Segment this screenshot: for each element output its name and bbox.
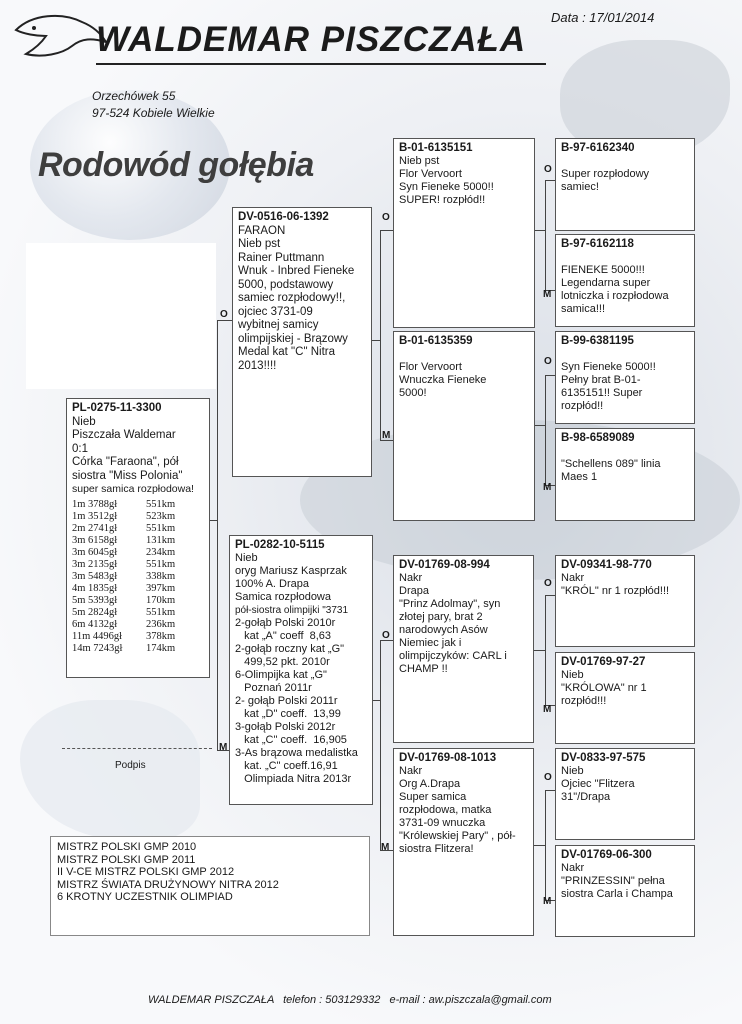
mother-line: Nieb (235, 552, 258, 564)
connector-line (380, 230, 393, 231)
father-father-line: Flor Vervoort (399, 168, 462, 180)
brand-name: WALDEMAR PISZCZAŁA (96, 20, 527, 59)
father-line: 5000, podstawowy (238, 278, 334, 291)
connector-line (534, 845, 545, 846)
address-line-2: 97-524 Kobiele Wielkie (92, 106, 215, 120)
connector-line (380, 640, 381, 850)
mother-line: Poznań 2011r (235, 682, 312, 694)
race-result-row: 3m 2135gł 551km (72, 558, 176, 570)
father-line: olimpijskiej - Brązowy (238, 332, 348, 345)
connector-line (210, 520, 217, 521)
father-ring: DV-0516-06-1392 (238, 211, 329, 223)
sire-mark: O (382, 212, 390, 223)
mmm-line: Nakr (561, 862, 585, 874)
mother-father-line: narodowych Asów (399, 624, 488, 636)
race-result-row: 1m 3512gł 523km (72, 510, 176, 522)
race-results (72, 499, 204, 655)
mother-line: kat „C" coeff. 16,905 (235, 734, 347, 746)
mmf-line: 31"/Drapa (561, 791, 611, 803)
achievement-item: 6 KROTNY UCZESTNIK OLIMPIAD (57, 891, 233, 903)
father-line: Wnuk - Inbred Fieneke (238, 265, 355, 277)
fmf-line: rozpłód!! (561, 400, 604, 412)
subject-line: Nieb (72, 415, 96, 428)
fff-card (555, 138, 695, 231)
fmf-line: Syn Fieneke 5000!! (561, 361, 656, 373)
ffm-line: lotniczka i rozpłodowa (561, 290, 669, 302)
mfm-line: "KRÓLOWA" nr 1 (561, 682, 647, 694)
father-line: Nieb pst (238, 238, 281, 250)
mother-line: kat „A" coeff 8,63 (235, 630, 332, 642)
mff-card (555, 555, 695, 647)
subject-line: Córka "Faraona", pół (72, 456, 179, 468)
fff-ring: B-97-6162340 (561, 142, 635, 154)
mother-father-line: "Prinz Adolmay", syn (399, 598, 501, 610)
connector-line (545, 790, 555, 791)
mother-line: oryg Mariusz Kasprzak (235, 565, 347, 577)
father-father-ring: B-01-6135151 (399, 142, 473, 154)
page-title: Rodowód gołębia (38, 146, 314, 184)
ffm-line (561, 251, 689, 264)
sire-mark: O (544, 578, 552, 589)
subject-line: super samica rozpłodowa! (72, 483, 194, 495)
mfm-ring: DV-01769-97-27 (561, 656, 646, 668)
mother-mother-line: rozpłodowa, matka (399, 804, 492, 816)
connector-line (217, 320, 218, 750)
father-father-line: SUPER! rozpłód!! (399, 194, 486, 206)
mother-mother-ring: DV-01769-08-1013 (399, 752, 497, 764)
fmf-ring: B-99-6381195 (561, 335, 634, 347)
fmf-line (561, 348, 689, 361)
father-line: Medal kat "C" Nitra (238, 346, 335, 358)
mfm-line: Nieb (561, 669, 584, 681)
father-mother-card (393, 331, 535, 521)
race-result-row: 5m 5393gł 170km (72, 594, 176, 606)
achievement-item: MISTRZ ŚWIATA DRUŻYNOWY NITRA 2012 (57, 878, 279, 891)
mother-father-ring: DV-01769-08-994 (399, 559, 490, 571)
connector-line (545, 595, 546, 705)
connector-line (535, 230, 545, 231)
mother-mother-line: Org A.Drapa (399, 778, 461, 790)
connector-line (545, 375, 555, 376)
fmf-card (555, 331, 695, 424)
dam-mark: M (543, 704, 552, 715)
mother-mother-line: "Królewskiej Pary" , pół- (399, 830, 516, 842)
race-result-row: 3m 6045gł 234km (72, 546, 176, 558)
connector-line (545, 790, 546, 900)
mother-line: 6-Olimpijka kat „G" (235, 669, 327, 681)
mother-father-line: Drapa (399, 585, 429, 597)
mother-line: Olimpiada Nitra 2013r (235, 773, 352, 785)
footer-contact (148, 994, 552, 1006)
fff-line: Super rozpłodowy (561, 168, 650, 180)
connector-line (373, 700, 380, 701)
father-card (232, 207, 372, 477)
sire-mark: O (544, 164, 552, 175)
achievements-box (50, 836, 370, 936)
mother-line: 499,52 pkt. 2010r (235, 656, 330, 668)
mother-card (229, 535, 373, 805)
signature-label: Podpis (115, 760, 146, 771)
connector-line (545, 180, 555, 181)
sire-mark: O (382, 630, 390, 641)
mmf-card (555, 748, 695, 840)
father-line: Rainer Puttmann (238, 251, 325, 264)
mmf-ring: DV-0833-97-575 (561, 752, 646, 764)
mother-mother-line: siostra Flitzera! (399, 843, 474, 855)
father-mother-line: Flor Vervoort (399, 361, 462, 373)
brand-underline (96, 63, 546, 65)
fmm-line: "Schellens 089" linia (561, 458, 661, 470)
mmf-line: Nieb (561, 765, 584, 777)
document-date: Data : 17/01/2014 (551, 10, 655, 25)
fmm-ring: B-98-6589089 (561, 432, 635, 444)
footer-phone: telefon : 503129332 (283, 994, 381, 1006)
fmf-line: 6135151!! Super (561, 387, 643, 399)
connector-line (545, 375, 546, 485)
subject-line: 0:1 (72, 442, 88, 455)
race-result-row: 3m 6158gł 131km (72, 534, 176, 546)
mother-line: 2-gołąb Polski 2010r (235, 617, 336, 629)
mff-line: Nakr (561, 572, 585, 584)
signature-line (62, 748, 212, 749)
mfm-line: rozpłód!!! (561, 695, 607, 707)
connector-line (380, 230, 381, 440)
mother-father-line: CHAMP !! (399, 663, 448, 675)
mother-ring: PL-0282-10-5115 (235, 539, 325, 551)
ffm-card (555, 234, 695, 327)
connector-line (545, 595, 555, 596)
ffm-line: samica!!! (561, 303, 606, 315)
mff-line: "KRÓL" nr 1 rozpłód!!! (561, 585, 670, 597)
mother-line: 2- gołąb Polski 2011r (235, 695, 338, 707)
dam-mark: M (543, 896, 552, 907)
fmm-card (555, 428, 695, 521)
footer-name: WALDEMAR PISZCZAŁA (148, 994, 274, 1006)
mother-line: 3-As brązowa medalistka (235, 747, 358, 759)
connector-line (217, 320, 232, 321)
father-line: ojciec 3731-09 (238, 305, 313, 318)
mother-mother-line: 3731-09 wnuczka (399, 817, 486, 829)
mmm-ring: DV-01769-06-300 (561, 849, 652, 861)
fff-line: samiec! (561, 181, 599, 193)
race-result-row: 2m 2741gł 551km (72, 522, 176, 534)
mother-line: kat. „C" coeff.16,91 (235, 760, 338, 772)
mother-father-line: Nakr (399, 572, 423, 584)
fmm-line (561, 445, 689, 458)
father-line: FARAON (238, 224, 286, 237)
fff-line (561, 155, 689, 168)
achievement-item: II V-CE MISTRZ POLSKI GMP 2012 (57, 866, 235, 878)
achievement-item: MISTRZ POLSKI GMP 2011 (57, 853, 196, 866)
father-line: wybitnej samicy (238, 319, 319, 331)
dam-mark: M (382, 430, 391, 441)
mother-line: kat „D" coeff. 13,99 (235, 708, 341, 720)
race-result-row: 1m 3788gł 551km (72, 498, 176, 510)
father-line: samiec rozpłodowy!!, (238, 292, 346, 304)
father-line: 2013!!!! (238, 359, 277, 372)
father-father-line: Syn Fieneke 5000!! (399, 181, 494, 193)
mother-mother-line: Super samica (399, 791, 467, 803)
subject-ring: PL-0275-11-3300 (72, 402, 162, 414)
connector-line (534, 650, 545, 651)
father-mother-line: Wnuczka Fieneke (399, 374, 487, 386)
sire-mark: O (544, 356, 552, 367)
mff-ring: DV-09341-98-770 (561, 559, 652, 571)
connector-line (545, 180, 546, 290)
race-result-row: 11m 4496gł 378km (72, 630, 176, 642)
mother-line: 100% A. Drapa (235, 578, 309, 590)
ffm-line: Legendarna super (561, 277, 651, 289)
fmf-line: Pełny brat B-01- (561, 374, 641, 386)
race-result-row: 3m 5483gł 338km (72, 570, 176, 582)
mother-line: Samica rozpłodowa (235, 591, 331, 603)
footer-email[interactable]: e-mail : aw.piszczala@gmail.com (389, 994, 552, 1006)
fmm-line: Maes 1 (561, 471, 598, 483)
mfm-card (555, 652, 695, 744)
ffm-line: FIENEKE 5000!!! (561, 264, 645, 276)
dam-mark: M (543, 482, 552, 493)
address-line-1: Orzechówek 55 (92, 89, 176, 103)
pigeon-photo-placeholder (26, 243, 216, 389)
achievement-item: MISTRZ POLSKI GMP 2010 (57, 841, 197, 853)
mmm-card (555, 845, 695, 937)
mother-father-line: Niemiec jak i (399, 637, 462, 649)
mother-mother-card (393, 748, 534, 936)
mother-father-line: olimpijczyków: CARL i (399, 650, 507, 662)
mother-mother-line: Nakr (399, 765, 423, 777)
father-mother-line: 5000! (399, 387, 427, 399)
race-result-row: 14m 7243gł 174km (72, 642, 176, 654)
mmm-line: "PRINZESSIN" pełna (561, 875, 665, 887)
connector-line (535, 425, 545, 426)
mmm-line: siostra Carla i Champa (561, 888, 673, 900)
address (92, 88, 215, 122)
father-mother-line (399, 348, 529, 361)
connector-line (372, 340, 380, 341)
mmf-line: Ojciec "Flitzera (561, 778, 635, 790)
mother-line: 3-gołąb Polski 2012r (235, 721, 336, 733)
father-father-card (393, 138, 535, 328)
sire-mark: O (544, 772, 552, 783)
subject-line: Piszczała Waldemar (72, 429, 176, 441)
race-result-row: 6m 4132gł 236km (72, 618, 176, 630)
subject-card (66, 398, 210, 678)
dam-mark: M (219, 742, 228, 753)
father-mother-ring: B-01-6135359 (399, 335, 473, 347)
dam-mark: M (543, 289, 552, 300)
ffm-ring: B-97-6162118 (561, 238, 634, 250)
dam-mark: M (381, 842, 390, 853)
race-result-row: 5m 2824gł 551km (72, 606, 176, 618)
father-father-line: Nieb pst (399, 155, 440, 167)
mother-father-card (393, 555, 534, 743)
pigeon-logo-icon (12, 8, 108, 64)
mother-line: pół-siostra olimpijki "3731 (235, 605, 349, 616)
mother-line: 2-gołąb roczny kat „G" (235, 643, 345, 655)
subject-line: siostra "Miss Polonia" (72, 469, 183, 482)
race-result-row: 4m 1835gł 397km (72, 582, 176, 594)
sire-mark: O (220, 309, 228, 320)
mother-father-line: złotej pary, brat 2 (399, 611, 483, 623)
